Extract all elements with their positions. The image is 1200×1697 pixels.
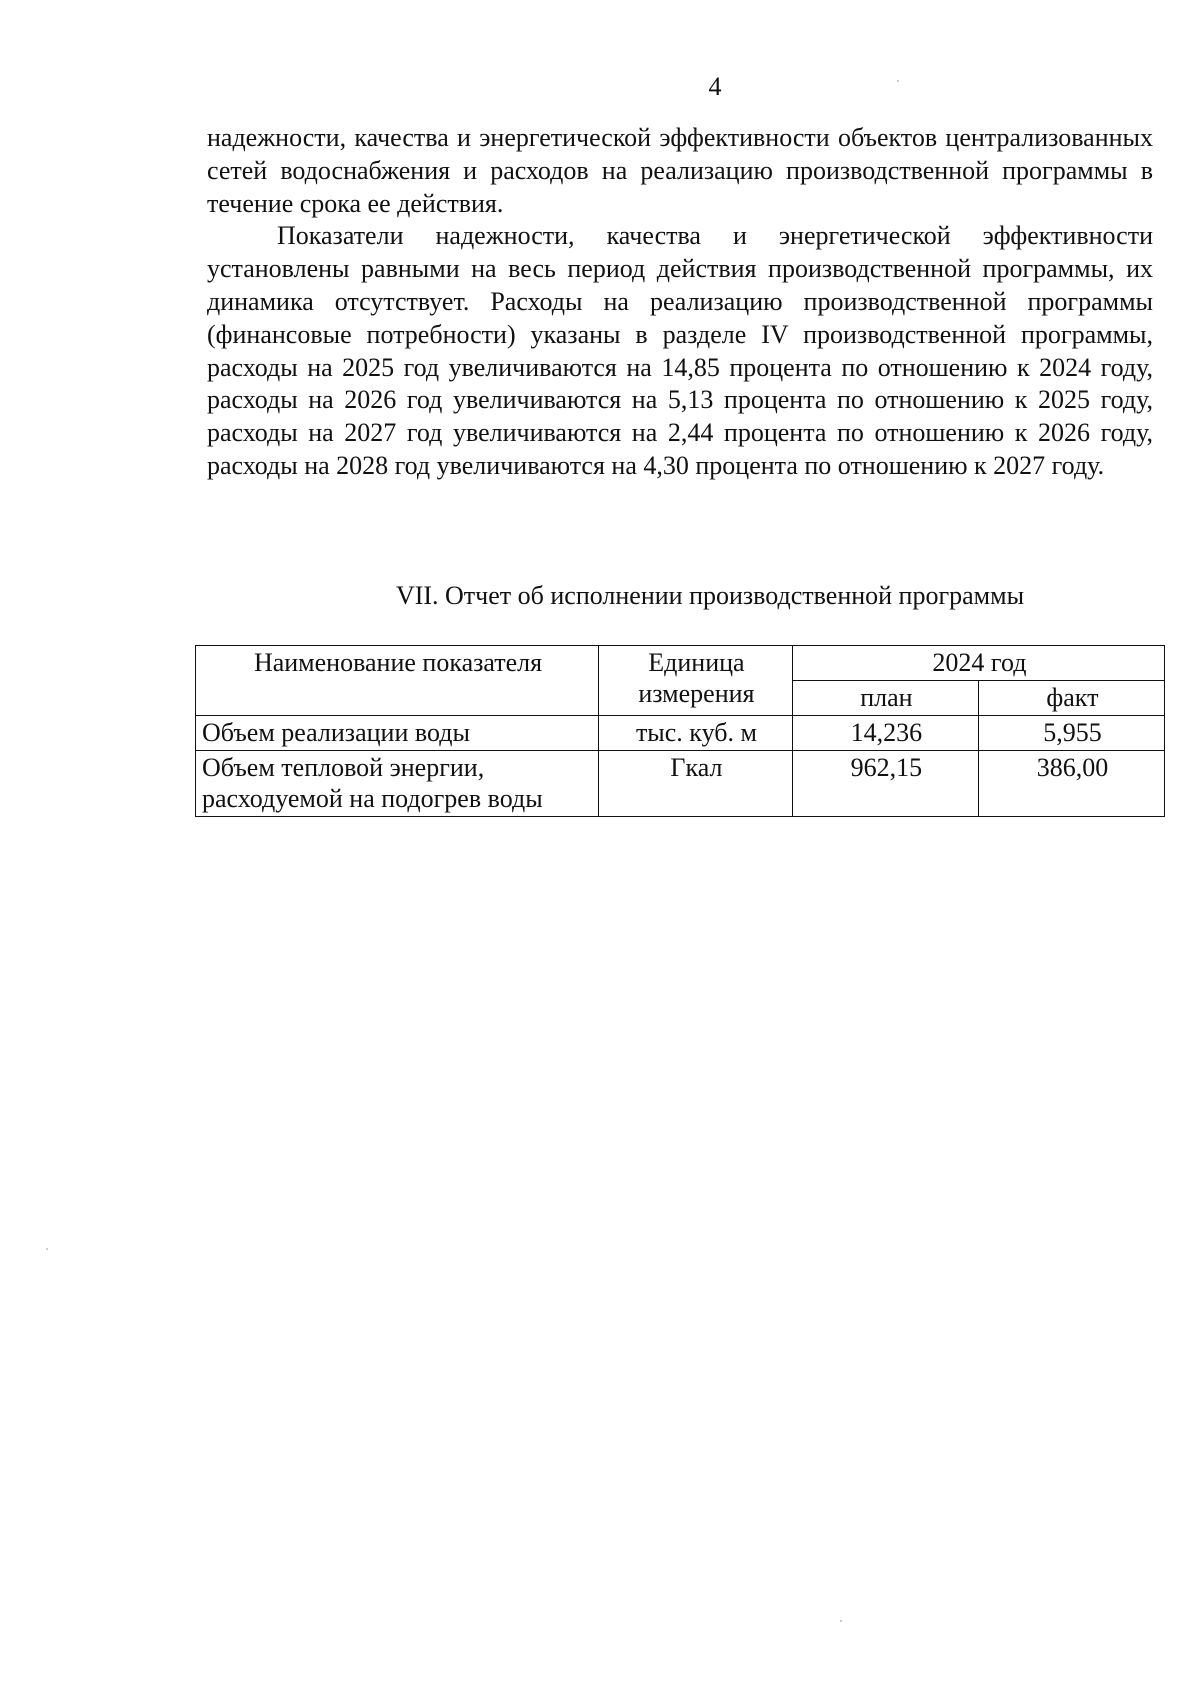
header-year: 2024 год: [792, 646, 1164, 681]
header-fact: факт: [978, 681, 1164, 716]
section-heading: VII. Отчет об исполнении производственной программы: [395, 581, 1025, 610]
header-plan: план: [792, 681, 978, 716]
row-unit: Гкал: [599, 751, 793, 817]
header-unit: Единица измерения: [599, 646, 793, 716]
row-plan-value: 962,15: [792, 751, 978, 817]
paragraph-continuation: надежности, качества и энергетической эффективности объектов централизованных сетей водоснабжения и расходов на реализацию производственной программы в течение срока ее действия.: [207, 123, 1153, 218]
row-plan-value: 14,236: [792, 716, 978, 751]
paragraph-indicators: Показатели надежности, качества и энергетической эффективности установлены равными на весь период действия производственной программы, их динамика отсутствует. Расходы на реализацию производственной программы (финансовые потребности) указаны в разделе IV производственной программы, расходы на 2025 год увеличиваются на 14,85 процента по отношению к 2024 году, расходы на 2026 год увеличиваются на 5,13 процента по отношению к 2025 году, расходы на 2027 год увеличиваются на 2,44 процента по отношению к 2026 году, расходы на 2028 год увеличиваются на 4,30 процента по отношению к 2027 году.: [207, 221, 1153, 480]
row-fact-value: 5,955: [978, 716, 1164, 751]
table-row: [196, 751, 1165, 817]
row-indicator-name: Объем реализации воды: [196, 716, 599, 751]
row-indicator-name: Объем тепловой энергии, расходуемой на подогрев воды: [196, 751, 599, 817]
page-number: 4: [708, 72, 722, 101]
scan-artifact: [897, 80, 899, 82]
row-fact-value: 386,00: [978, 751, 1164, 817]
row-unit: тыс. куб. м: [599, 716, 793, 751]
scan-artifact: [840, 1620, 842, 1622]
scan-artifact: [46, 1248, 48, 1250]
body-text: [207, 122, 1153, 483]
table-row: [196, 716, 1165, 751]
header-indicator-name: Наименование показателя: [196, 646, 599, 716]
table-header-row: [196, 646, 1165, 681]
report-table: [195, 645, 1165, 817]
